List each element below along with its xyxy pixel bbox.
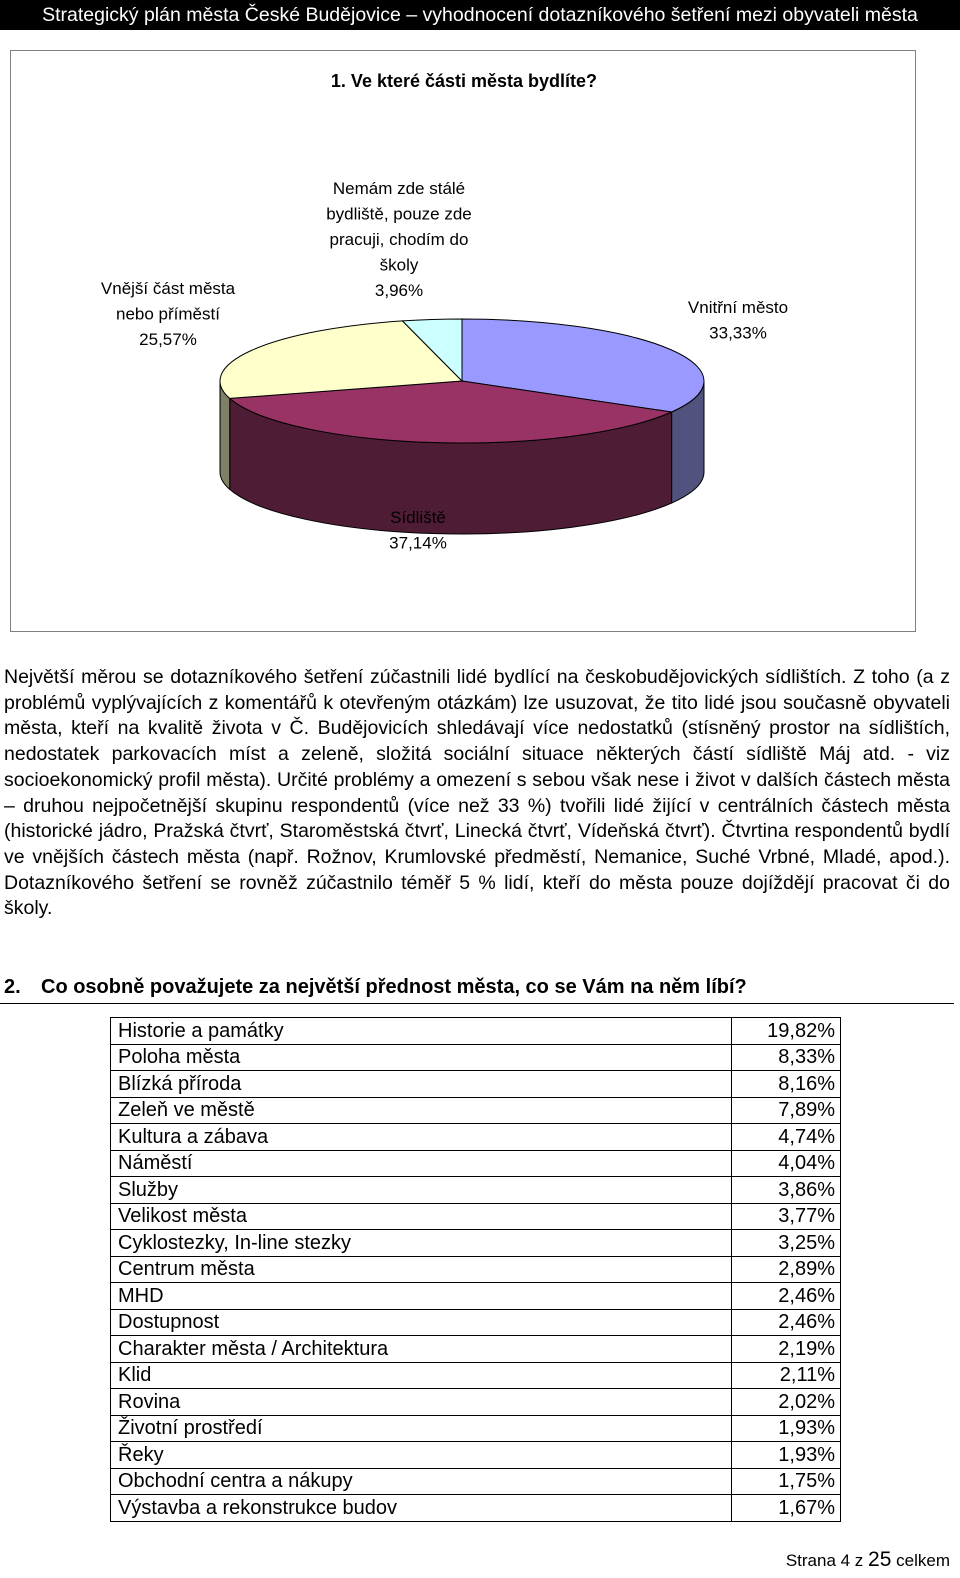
pie-chart-frame <box>10 50 916 632</box>
preference-label: Zeleň ve městě <box>111 1097 732 1124</box>
preference-label: Obchodní centra a nákupy <box>111 1468 732 1495</box>
pie-chart <box>11 51 917 633</box>
table-row <box>111 1256 841 1283</box>
preference-value: 2,46% <box>732 1283 841 1310</box>
label-vnejsi-cast: Vnější část města nebo příměstí 25,57% <box>100 279 236 349</box>
preference-label: MHD <box>111 1283 732 1310</box>
preference-label: Náměstí <box>111 1150 732 1177</box>
preference-value: 1,75% <box>732 1468 841 1495</box>
footer-total-pages: 25 <box>868 1548 892 1571</box>
question-2-heading <box>4 976 747 999</box>
table-row <box>111 1071 841 1098</box>
preference-value: 1,67% <box>732 1495 841 1522</box>
header-title: Strategický plán města České Budějovice – vyhodnocení dotazníkového šetření mezi obyvateli města <box>42 4 918 26</box>
preference-label: Poloha města <box>111 1044 732 1071</box>
table-row <box>111 1283 841 1310</box>
preference-value: 4,74% <box>732 1124 841 1151</box>
table-row <box>111 1362 841 1389</box>
preference-value: 8,33% <box>732 1044 841 1071</box>
preference-label: Blízká příroda <box>111 1071 732 1098</box>
table-row <box>111 1044 841 1071</box>
label-sidliste: Sídliště 37,14% <box>389 508 447 553</box>
footer-suffix: celkem <box>896 1551 950 1570</box>
preference-value: 4,04% <box>732 1150 841 1177</box>
preference-value: 7,89% <box>732 1097 841 1124</box>
table-row <box>111 1415 841 1442</box>
page-footer <box>786 1548 950 1572</box>
label-dojizdejici: Nemám zde stálé bydliště, pouze zde pracuji, chodím do školy 3,96% <box>326 179 472 300</box>
preferences-table <box>110 1017 841 1522</box>
question-2-number: 2. <box>4 976 21 998</box>
table-row <box>111 1309 841 1336</box>
table-row <box>111 1018 841 1045</box>
paragraph-sidliste-summary: Největší měrou se dotazníkového šetření zúčastnili lidé bydlící na českobudějovických sídlištích. Z toho (a z problémů vyplývajících z komentářů k otevřeným otázkám) lze usuzovat, že tito lidé jsou současně obyvateli města, kteří na kvalitě života v Č. Budějovicích shledávají více nedostatků (stísněný prostor na sídlištích, nedostatek parkovacích míst a zeleně, složitá sociální situace některých částí sídliště Máj atd. - viz socioekonomický profil města). Určité problémy a omezení s sebou však nese i život v dalších částech města – druhou nejpočetnější skupinu respondentů (více než 33 %) tvořili lidé žijící v centrálních částech města (historické jádro, Pražská čtvrť, Staroměstská čtvrť, Linecká čtvrť, Vídeňská čtvrť). Čtvrtina respondentů bydlí ve vnějších částech města (např. Rožnov, Krumlovské předměstí, Nemanice, Suché Vrbné, Mladé, apod.). Dotazníkového šetření se rovněž zúčastnilo téměř 5 % lidí, kteří do města pouze dojíždějí pracovat či do školy. <box>4 666 950 920</box>
table-row <box>111 1230 841 1257</box>
preference-value: 3,77% <box>732 1203 841 1230</box>
table-row <box>111 1097 841 1124</box>
table-row <box>111 1389 841 1416</box>
chart-title: 1. Ve které části města bydlíte? <box>330 71 598 91</box>
preference-label: Řeky <box>111 1442 732 1469</box>
preference-label: Výstavba a rekonstrukce budov <box>111 1495 732 1522</box>
table-row <box>111 1468 841 1495</box>
preference-label: Dostupnost <box>111 1309 732 1336</box>
preference-value: 8,16% <box>732 1071 841 1098</box>
preference-value: 2,02% <box>732 1389 841 1416</box>
preference-label: Životní prostředí <box>111 1415 732 1442</box>
table-row <box>111 1177 841 1204</box>
heading-rule <box>0 1003 954 1004</box>
preference-label: Kultura a zábava <box>111 1124 732 1151</box>
preference-value: 3,86% <box>732 1177 841 1204</box>
preference-label: Cyklostezky, In-line stezky <box>111 1230 732 1257</box>
preference-value: 2,11% <box>732 1362 841 1389</box>
preference-value: 3,25% <box>732 1230 841 1257</box>
footer-prefix: Strana 4 z <box>785 1551 864 1570</box>
preference-value: 1,93% <box>732 1442 841 1469</box>
preference-value: 2,19% <box>732 1336 841 1363</box>
preference-label: Rovina <box>111 1389 732 1416</box>
preference-label: Služby <box>111 1177 732 1204</box>
table-row <box>111 1495 841 1522</box>
preference-label: Charakter města / Architektura <box>111 1336 732 1363</box>
preference-value: 19,82% <box>732 1018 841 1045</box>
table-row <box>111 1336 841 1363</box>
table-row <box>111 1203 841 1230</box>
table-row <box>111 1150 841 1177</box>
preference-label: Historie a památky <box>111 1018 732 1045</box>
preference-label: Centrum města <box>111 1256 732 1283</box>
preference-value: 2,46% <box>732 1309 841 1336</box>
table-row <box>111 1442 841 1469</box>
question-2-text: Co osobně považujete za největší přednost města, co se Vám na něm líbí? <box>41 976 747 998</box>
preference-label: Klid <box>111 1362 732 1389</box>
preference-label: Velikost města <box>111 1203 732 1230</box>
table-row <box>111 1124 841 1151</box>
document-header <box>0 0 960 30</box>
label-vnitrni-mesto: Vnitřní město 33,33% <box>687 298 789 343</box>
preference-value: 1,93% <box>732 1415 841 1442</box>
preference-value: 2,89% <box>732 1256 841 1283</box>
